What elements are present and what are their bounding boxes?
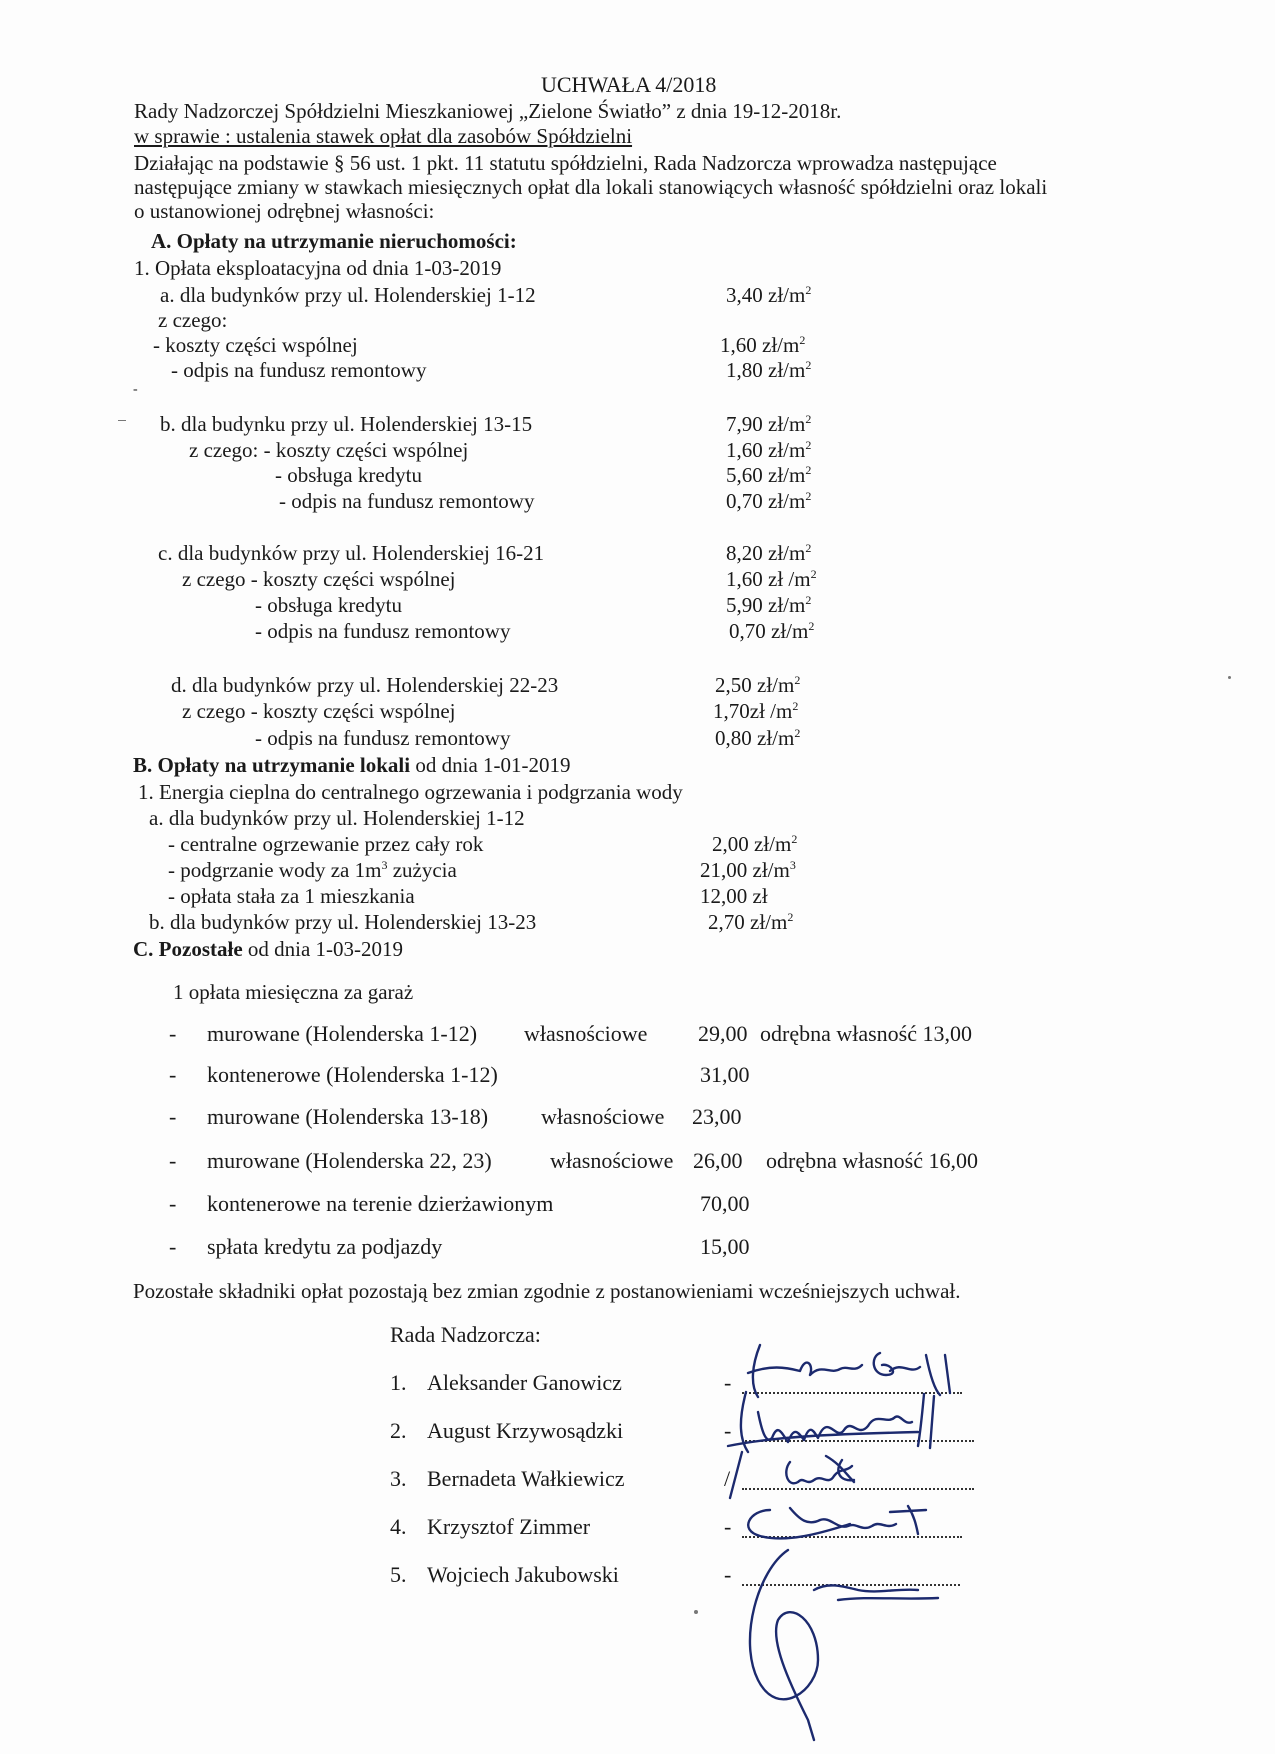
board-member-name: Wojciech Jakubowski xyxy=(427,1562,619,1587)
a-common-costs-value: 1,60 $zł/m^2$ xyxy=(720,333,806,357)
signature-5-image xyxy=(718,1530,958,1750)
intro-line-3: o ustanowionej odrębnej własności: xyxy=(134,199,435,223)
section-a-heading: A. Opłaty na utrzymanie nieruchomości: xyxy=(151,229,517,253)
b-repair-fund-label: - odpis na fundusz remontowy xyxy=(279,489,535,513)
scan-speck xyxy=(118,420,126,421)
b-a-building-1-12-label: a. dla budynków przy ul. Holenderskiej 1-12 xyxy=(149,806,525,830)
garage-row-label: kontenerowe (Holenderska 1-12) xyxy=(207,1062,498,1087)
scan-speck xyxy=(694,1610,698,1614)
section-a-item-1: 1. Opłata eksploatacyjna od dnia 1-03-2019 xyxy=(134,256,502,280)
garage-row-label: kontenerowe na terenie dzierżawionym xyxy=(207,1191,554,1216)
footer-note: Pozostałe składniki opłat pozostają bez zmian zgodnie z postanowieniami wcześniejszych uchwał. xyxy=(133,1279,961,1303)
central-heating-label: - centralne ogrzewanie przez cały rok xyxy=(168,832,484,856)
water-heating-label: - podgrzanie wody za $1m^3$ zużycia xyxy=(168,858,457,882)
a-repair-fund-value: 1,80 $zł/m^2$ xyxy=(726,358,812,382)
d-building-22-23-label: d. dla budynków przy ul. Holenderskiej 22-23 xyxy=(171,673,559,697)
garage-row-kind: własnościowe xyxy=(550,1148,674,1173)
d-common-costs-label: z czego - koszty części wspólnej xyxy=(182,699,456,723)
b-loan-service-label: - obsługa kredytu xyxy=(275,463,422,487)
c-common-costs-value: 1,60 zł $/m^2$ xyxy=(726,567,817,591)
water-heating-value: 21,00 $zł/m^3$ xyxy=(700,858,796,882)
resolution-subtitle: Rady Nadzorczej Spółdzielni Mieszkaniowej „Zielone Światło” z dnia 19-12-2018r. xyxy=(134,99,842,123)
d-common-costs-value: 1,70zł $/m^2$ xyxy=(713,699,799,723)
b-b-building-13-23-value: 2,70 $zł/m^2$ xyxy=(708,910,794,934)
c-loan-service-label: - obsługa kredytu xyxy=(255,593,402,617)
c-building-16-21-value: 8,20 $zł/m^2$ xyxy=(726,541,812,565)
b-building-13-15-value: 7,90 $zł/m^2$ xyxy=(726,412,812,436)
garage-row-label: spłata kredytu za podjazdy xyxy=(207,1234,443,1259)
c-repair-fund-label: - odpis na fundusz remontowy xyxy=(255,619,511,643)
garage-row-value: 26,00 xyxy=(693,1148,743,1173)
garage-fee-intro: 1 opłata miesięczna za garaż xyxy=(173,980,414,1004)
b-b-building-13-23-label: b. dla budynków przy ul. Holenderskiej 13-23 xyxy=(149,910,537,934)
garage-row-dash: - xyxy=(169,1191,177,1216)
garage-row-dash: - xyxy=(169,1104,177,1129)
d-repair-fund-label: - odpis na fundusz remontowy xyxy=(255,726,511,750)
signature-dash: - xyxy=(724,1370,732,1395)
a-building-1-12-label: a. dla budynków przy ul. Holenderskiej 1-12 xyxy=(160,283,536,307)
scan-speck xyxy=(1228,676,1231,679)
section-c-heading: C. Pozostałe od dnia 1-03-2019 xyxy=(133,937,404,961)
b-loan-service-value: 5,60 $zł/m^2$ xyxy=(726,463,812,487)
c-building-16-21-label: c. dla budynków przy ul. Holenderskiej 16-21 xyxy=(158,541,545,565)
garage-row-dash: - xyxy=(169,1021,177,1046)
d-building-22-23-value: 2,50 $zł/m^2$ xyxy=(715,673,801,697)
c-loan-service-value: 5,90 $zł/m^2$ xyxy=(726,593,812,617)
a-repair-fund-label: - odpis na fundusz remontowy xyxy=(171,358,427,382)
resolution-title: UCHWAŁA 4/2018 xyxy=(541,72,717,97)
b-repair-fund-value: 0,70 $zł/m^2$ xyxy=(726,489,812,513)
board-member-name: Bernadeta Wałkiewicz xyxy=(427,1466,625,1491)
garage-row-label: murowane (Holenderska 13-18) xyxy=(207,1104,489,1129)
a-building-1-12-value: 3,40 $zł/m^2$ xyxy=(726,283,812,307)
a-z-czego-label: z czego: xyxy=(158,308,228,332)
section-b-heading: B. Opłaty na utrzymanie lokali od dnia 1-01-2019 xyxy=(133,753,571,777)
board-member-name: Aleksander Ganowicz xyxy=(427,1370,622,1395)
board-member-name: Krzysztof Zimmer xyxy=(427,1514,591,1539)
section-b-item-1: 1. Energia cieplna do centralnego ogrzewania i podgrzania wody xyxy=(138,780,683,804)
board-member-number: 1. xyxy=(390,1370,407,1395)
board-member-number: 2. xyxy=(390,1418,407,1443)
c-common-costs-label: z czego - koszty części wspólnej xyxy=(182,567,456,591)
signature-dash: / xyxy=(724,1466,731,1491)
garage-row-dash: - xyxy=(169,1062,177,1087)
b-building-13-15-label: b. dla budynku przy ul. Holenderskiej 13-15 xyxy=(160,412,533,436)
b-common-costs-value: 1,60 $zł/m^2$ xyxy=(726,438,812,462)
garage-row-label: murowane (Holenderska 22, 23) xyxy=(207,1148,492,1173)
board-member-number: 4. xyxy=(390,1514,407,1539)
board-member-number: 3. xyxy=(390,1466,407,1491)
garage-row-extra: odrębna własność 13,00 xyxy=(760,1021,973,1046)
garage-row-label: murowane (Holenderska 1-12) xyxy=(207,1021,478,1046)
board-member-name: August Krzywosądzki xyxy=(427,1418,624,1443)
fixed-fee-value: 12,00 zł xyxy=(700,884,768,908)
garage-row-extra: odrębna własność 16,00 xyxy=(766,1148,979,1173)
garage-row-kind: własnościowe xyxy=(524,1021,648,1046)
c-repair-fund-value: 0,70 $zł/m^2$ xyxy=(729,619,815,643)
garage-row-dash: - xyxy=(169,1234,177,1259)
garage-row-value: 23,00 xyxy=(692,1104,742,1129)
board-heading: Rada Nadzorcza: xyxy=(390,1322,541,1347)
garage-row-value: 31,00 xyxy=(700,1062,750,1087)
central-heating-value: 2,00 $zł/m^2$ xyxy=(712,832,798,856)
garage-row-dash: - xyxy=(169,1148,177,1173)
intro-line-1: Działając na podstawie § 56 ust. 1 pkt. 11 statutu spółdzielni, Rada Nadzorcza wprowadza następujące xyxy=(134,151,997,175)
intro-line-2: następujące zmiany w stawkach miesięcznych opłat dla lokali stanowiących własność spółdzielni oraz lokali xyxy=(134,175,1048,199)
d-repair-fund-value: 0,80 $zł/m^2$ xyxy=(715,726,801,750)
signature-dash: - xyxy=(724,1418,732,1443)
signature-dash: - xyxy=(724,1514,732,1539)
garage-row-value: 70,00 xyxy=(700,1191,750,1216)
garage-row-value: 29,00 xyxy=(698,1021,748,1046)
garage-row-kind: własnościowe xyxy=(541,1104,665,1129)
fixed-fee-label: - opłata stała za 1 mieszkania xyxy=(168,884,415,908)
signature-dash: - xyxy=(724,1562,732,1587)
garage-row-value: 15,00 xyxy=(700,1234,750,1259)
b-common-costs-label: z czego: - koszty części wspólnej xyxy=(189,438,469,462)
stray-dash: - xyxy=(133,382,138,397)
a-common-costs-label: - koszty części wspólnej xyxy=(153,333,358,357)
resolution-subject: w sprawie : ustalenia stawek opłat dla zasobów Spółdzielni xyxy=(134,124,633,148)
board-member-number: 5. xyxy=(390,1562,407,1587)
